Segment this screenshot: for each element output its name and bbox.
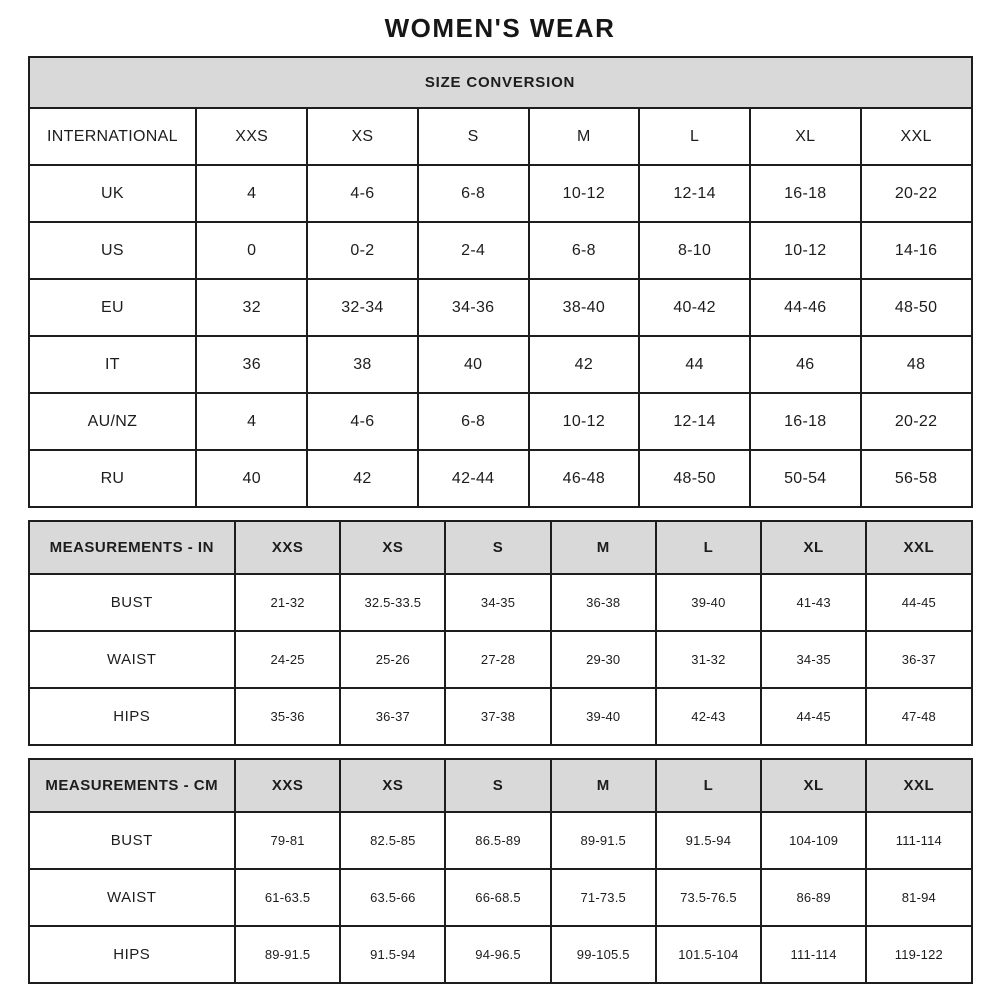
measurements-cm-table <box>28 758 973 984</box>
table-header-row <box>29 759 972 812</box>
value-cell: 32-34 <box>307 279 418 336</box>
value-cell: 4 <box>196 165 307 222</box>
size-column-header: S <box>418 108 529 165</box>
value-cell: 36-37 <box>866 631 971 688</box>
size-column-header: XL <box>761 521 866 574</box>
size-conversion-table <box>28 56 973 508</box>
row-label-header: INTERNATIONAL <box>29 108 197 165</box>
value-cell: 111-114 <box>761 926 866 983</box>
value-cell: 39-40 <box>656 574 761 631</box>
value-cell: 46 <box>750 336 861 393</box>
table-row <box>29 926 972 983</box>
value-cell: 14-16 <box>861 222 972 279</box>
value-cell: 101.5-104 <box>656 926 761 983</box>
value-cell: 111-114 <box>866 812 971 869</box>
measurements-in-table <box>28 520 973 746</box>
value-cell: 61-63.5 <box>235 869 340 926</box>
value-cell: 20-22 <box>861 393 972 450</box>
table-title: SIZE CONVERSION <box>29 57 972 108</box>
value-cell: 44-45 <box>761 688 866 745</box>
value-cell: 36-37 <box>340 688 445 745</box>
size-column-header: XXS <box>235 521 340 574</box>
value-cell: 99-105.5 <box>551 926 656 983</box>
value-cell: 63.5-66 <box>340 869 445 926</box>
value-cell: 8-10 <box>639 222 750 279</box>
value-cell: 47-48 <box>866 688 971 745</box>
value-cell: 2-4 <box>418 222 529 279</box>
value-cell: 42-44 <box>418 450 529 507</box>
value-cell: 32.5-33.5 <box>340 574 445 631</box>
value-cell: 44 <box>639 336 750 393</box>
value-cell: 42-43 <box>656 688 761 745</box>
row-label: BUST <box>29 812 236 869</box>
value-cell: 29-30 <box>551 631 656 688</box>
size-column-header: S <box>445 521 550 574</box>
value-cell: 0 <box>196 222 307 279</box>
value-cell: 104-109 <box>761 812 866 869</box>
row-label: HIPS <box>29 688 236 745</box>
table-row <box>29 450 972 507</box>
value-cell: 16-18 <box>750 393 861 450</box>
size-column-header: XXS <box>196 108 307 165</box>
value-cell: 41-43 <box>761 574 866 631</box>
size-column-header: S <box>445 759 550 812</box>
size-column-header: XXL <box>866 521 971 574</box>
size-column-header: XXS <box>235 759 340 812</box>
size-column-header: XXL <box>861 108 972 165</box>
value-cell: 12-14 <box>639 393 750 450</box>
value-cell: 31-32 <box>656 631 761 688</box>
size-column-header: XL <box>750 108 861 165</box>
value-cell: 79-81 <box>235 812 340 869</box>
row-label: HIPS <box>29 926 236 983</box>
value-cell: 50-54 <box>750 450 861 507</box>
table-title: MEASUREMENTS - CM <box>29 759 236 812</box>
row-label: US <box>29 222 197 279</box>
table-row <box>29 393 972 450</box>
value-cell: 25-26 <box>340 631 445 688</box>
row-label: UK <box>29 165 197 222</box>
value-cell: 36 <box>196 336 307 393</box>
size-column-header: L <box>639 108 750 165</box>
value-cell: 48-50 <box>861 279 972 336</box>
value-cell: 40 <box>196 450 307 507</box>
value-cell: 48 <box>861 336 972 393</box>
value-cell: 10-12 <box>529 393 640 450</box>
value-cell: 34-35 <box>761 631 866 688</box>
value-cell: 44-46 <box>750 279 861 336</box>
value-cell: 91.5-94 <box>340 926 445 983</box>
size-column-header: XS <box>340 521 445 574</box>
row-label: WAIST <box>29 869 236 926</box>
size-column-header: M <box>529 108 640 165</box>
value-cell: 24-25 <box>235 631 340 688</box>
table-header-row <box>29 57 972 108</box>
value-cell: 10-12 <box>750 222 861 279</box>
value-cell: 16-18 <box>750 165 861 222</box>
row-label: IT <box>29 336 197 393</box>
value-cell: 44-45 <box>866 574 971 631</box>
value-cell: 39-40 <box>551 688 656 745</box>
value-cell: 34-36 <box>418 279 529 336</box>
size-column-header: XS <box>340 759 445 812</box>
table-title: MEASUREMENTS - IN <box>29 521 236 574</box>
size-column-header: M <box>551 759 656 812</box>
value-cell: 10-12 <box>529 165 640 222</box>
table-row <box>29 222 972 279</box>
value-cell: 35-36 <box>235 688 340 745</box>
table-row <box>29 869 972 926</box>
table-row <box>29 688 972 745</box>
value-cell: 81-94 <box>866 869 971 926</box>
table-row <box>29 336 972 393</box>
table-row <box>29 165 972 222</box>
value-cell: 27-28 <box>445 631 550 688</box>
value-cell: 42 <box>307 450 418 507</box>
row-label: RU <box>29 450 197 507</box>
table-row <box>29 631 972 688</box>
value-cell: 42 <box>529 336 640 393</box>
page-title: WOMEN'S WEAR <box>384 13 616 43</box>
value-cell: 56-58 <box>861 450 972 507</box>
size-column-header: M <box>551 521 656 574</box>
value-cell: 4-6 <box>307 165 418 222</box>
value-cell: 91.5-94 <box>656 812 761 869</box>
value-cell: 38-40 <box>529 279 640 336</box>
size-column-header: XL <box>761 759 866 812</box>
value-cell: 4 <box>196 393 307 450</box>
value-cell: 6-8 <box>418 393 529 450</box>
size-chart-sheet <box>28 0 973 984</box>
value-cell: 6-8 <box>418 165 529 222</box>
table-row <box>29 279 972 336</box>
value-cell: 86.5-89 <box>445 812 550 869</box>
value-cell: 46-48 <box>529 450 640 507</box>
table-header-row <box>29 521 972 574</box>
row-label: BUST <box>29 574 236 631</box>
column-header-row <box>29 108 972 165</box>
value-cell: 71-73.5 <box>551 869 656 926</box>
value-cell: 119-122 <box>866 926 971 983</box>
value-cell: 12-14 <box>639 165 750 222</box>
row-label: WAIST <box>29 631 236 688</box>
value-cell: 38 <box>307 336 418 393</box>
value-cell: 48-50 <box>639 450 750 507</box>
table-row <box>29 574 972 631</box>
value-cell: 6-8 <box>529 222 640 279</box>
value-cell: 40 <box>418 336 529 393</box>
table-row <box>29 812 972 869</box>
value-cell: 89-91.5 <box>235 926 340 983</box>
value-cell: 89-91.5 <box>551 812 656 869</box>
value-cell: 32 <box>196 279 307 336</box>
value-cell: 82.5-85 <box>340 812 445 869</box>
size-column-header: L <box>656 521 761 574</box>
value-cell: 66-68.5 <box>445 869 550 926</box>
size-column-header: XS <box>307 108 418 165</box>
value-cell: 34-35 <box>445 574 550 631</box>
value-cell: 86-89 <box>761 869 866 926</box>
value-cell: 36-38 <box>551 574 656 631</box>
value-cell: 40-42 <box>639 279 750 336</box>
value-cell: 37-38 <box>445 688 550 745</box>
size-column-header: XXL <box>866 759 971 812</box>
size-column-header: L <box>656 759 761 812</box>
row-label: AU/NZ <box>29 393 197 450</box>
value-cell: 4-6 <box>307 393 418 450</box>
value-cell: 21-32 <box>235 574 340 631</box>
value-cell: 20-22 <box>861 165 972 222</box>
value-cell: 73.5-76.5 <box>656 869 761 926</box>
value-cell: 94-96.5 <box>445 926 550 983</box>
row-label: EU <box>29 279 197 336</box>
value-cell: 0-2 <box>307 222 418 279</box>
